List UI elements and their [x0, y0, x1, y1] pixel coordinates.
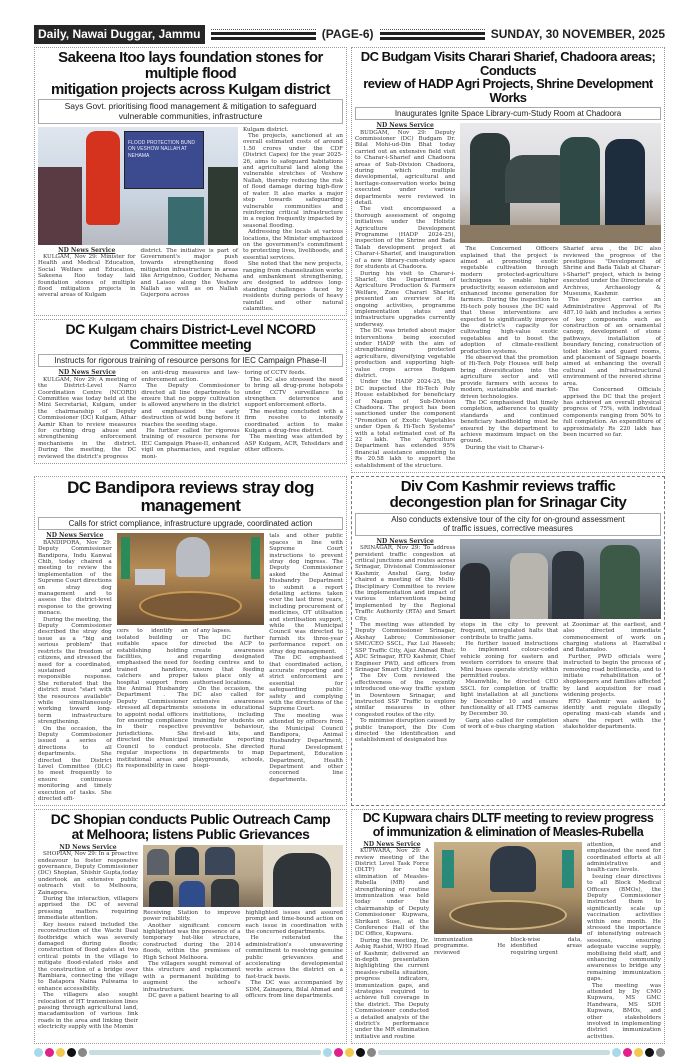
official: [552, 551, 584, 619]
paragraph: The DC emphasised that coordinated action, accurate reporting and strict enforcement are essential for safeguarding public safety and complying with the directions of the Supreme Court.: [269, 655, 343, 713]
photo-shopian-camp: [143, 845, 343, 907]
paragraph: He reiterated the administration's unwavering commitment to resolving genuine public grievances and accelerating developmental works across the district on a fast-track basis.: [245, 935, 343, 980]
subhead-line-2: of traffic issues, corrective measures: [443, 524, 573, 534]
headline-bandipora: DC Bandipora reviews stray dog management: [67, 478, 314, 515]
paragraph: Another significant concern highlighted was the presence of a temporary hut-like structure, constructed during the 2014 floods, within the premises of High School Melhoora.: [143, 922, 241, 961]
magenta-dot: [45, 1048, 54, 1057]
headline-line-1: DC Kupwara chairs DLTF meeting to review progress: [362, 811, 654, 826]
paragraph: The Concerned Officers explained that the project is aimed at promoting exotic vegetable cultivation through modern protected-agriculture techniques to enable higher productivity, season extension and enhanced income generation for farmers. During the inspection to Hi-tech poly houses ,the DC said that these interventions are expected to significantly improve the district's capacity for cultivating high-value exotic vegetables and to boost the adoption of climate-resilient production systems.: [460, 246, 559, 355]
gray-dot: [656, 1048, 665, 1057]
deputy-commissioner: [490, 846, 536, 892]
gray-dot: [78, 1048, 87, 1057]
row-middle: [34, 476, 665, 806]
paragraph: of any lapses.: [193, 628, 232, 635]
paragraph: KUPWARA, Nov 29: A review meeting of the District Level Task Force (DLTF) for the elimination of Measles-Rubella (MR) and strengthening of routine immunization was held today under the chairmanship of Deputy Commissioner Kupwara, Shrikant Suse, at the Conference Hall of the DC Office, Kupwara.: [355, 848, 429, 938]
paragraph: The DC emphasised that timely completion, adherence to quality standards and continued beneficiary handholding must be ensured by the department to achieve maximum impact on the ground.: [460, 399, 559, 445]
flag: [121, 537, 130, 579]
divcom-right: [460, 539, 661, 744]
photo-sakeena-plaque: [38, 127, 238, 245]
headline-shopian: [38, 812, 343, 841]
flag: [562, 850, 574, 888]
byline: ND News Service: [46, 532, 104, 540]
shopian-body: [38, 845, 343, 1031]
plaque-text: FLOOD PROTECTION BUND ON VESHOW NALLAH AT NEHAMA: [128, 139, 195, 159]
budgam-col-2: [460, 246, 558, 451]
article-ncord: [34, 319, 347, 464]
headline-divcom: [355, 479, 661, 511]
sakeena-left: [38, 127, 238, 313]
flag: [442, 850, 454, 888]
page-number: (PAGE-6): [321, 27, 374, 41]
paragraph: Kulgam district.: [243, 126, 289, 133]
budgam-lower-cols: [460, 246, 661, 451]
headline-kupwara: [355, 812, 661, 838]
headline-ncord: DC Kulgam chairs District-Level NCORD Committee meeting: [65, 321, 316, 353]
paragraph: The meeting was attended by ASP Kulgam, ACR, Tehsildars and other officers.: [244, 434, 343, 454]
conference-table: [139, 591, 242, 621]
paragraph: During the interaction, villagers apprised the DC of several pressing matters requiring immediate attention.: [38, 896, 138, 922]
divcom-col-2: [460, 622, 558, 731]
headline-sakeena: [38, 50, 343, 97]
bandipora-col-3: [193, 628, 264, 769]
photo-bandipora-meeting: [117, 533, 265, 625]
yellow-dot: [56, 1048, 65, 1057]
paragraph: at Zoonimar at the earliest, and also directed immediate commencement of work on charging stations at Hazratbal and Batamaloo.: [563, 621, 662, 654]
paragraph: The Concerned Officials apprised the DC that the project has achieved an overall physical progress of 75%, with individual components ranging from 50% to full completion. An expenditure of approximately Rs 220 lakh has been incurred so far.: [563, 387, 662, 438]
paragraph: The meeting was attended by Dy CMO Kupwara, MS GMC Handwara, MS SDH Kupwara, BMOs, and other stakeholders involved in implementing district immunization activities.: [587, 982, 661, 1040]
divcom-body: [355, 539, 661, 744]
article-shopian: [34, 809, 347, 1044]
black-dot: [67, 1048, 76, 1057]
paragraph: During the visit to Charar-i-: [465, 444, 545, 451]
kupwara-col-1: [355, 842, 429, 1041]
row-top: [34, 47, 665, 473]
paragraph: The villagers sought removal of this structure and replacement with a permanent building to augment the school's infrastructure.: [143, 961, 241, 993]
bandipora-col-2: [117, 628, 188, 769]
headline-budgam: [355, 50, 661, 105]
flag: [251, 537, 260, 579]
paragraph: The Deputy Commissioner directed all line departments to ensure that no poppy cultivation is allowed anywhere in the district and emphasized the early destruction of wild bung before it reaches the seeding stage.: [141, 383, 240, 428]
byline: ND News Service: [58, 246, 116, 254]
bandipora-center: [117, 533, 265, 802]
paragraph: On the occasion, the DC also called for extensive awareness sessions in educational institutions, including training for students on preventive behaviour, first-aid kits, and immediate reporting protocols. She directed departments to map playgrounds, schools, hospi-: [193, 686, 265, 769]
paragraph: Key issues raised included the reconstruction of the Wachi Daal footbridge which was severely damaged during floods; construction of flood gates at two critical points in the village to mitigate flood-related risks and the construction of a bridge over Rambiara, connecting the village to Batapora Naina Pulwama to enhance accessibility.: [38, 921, 138, 992]
officer: [560, 137, 600, 229]
headline-line-2: review of HADP Agri Projects, Shrine Development Works: [363, 76, 653, 105]
paragraph: The DC further directed the ACP to create awareness regarding designated feeding centres and to ensure that feeding takes place only at authorised locations.: [193, 634, 265, 686]
budgam-right: [460, 123, 661, 469]
villager: [149, 881, 173, 907]
subhead-sakeena: [38, 99, 343, 123]
subhead-line-1: Says Govt. prioritising flood management & mitigation to safeguard: [64, 101, 317, 112]
masthead: [34, 24, 665, 44]
paragraph: KULGAM, Nov 29: A meeting of the District-Level Narco Coordination Centre (NCORD) Committee was today held at the Mini Secretariat, Kulgam, under the chairmanship of Deputy Commissioner (DC) Kulgam, Athar Aamir Khan to review measures for curbing drug abuse and strengthening enforcement mechanisms in the district. During the meeting, the DC reviewed the district's progress: [38, 376, 137, 460]
paragraph: The meeting was attended by officers from the Municipal Council Bandipora, Animal Husbandry Department, Rural Development Department, Education Department, Health Department and other concerned line departments.: [269, 712, 343, 783]
villager: [179, 881, 205, 907]
paragraph: Addressing the locals at various locations, the Minister emphasized on the government's commitment to protecting lives, livelihoods, and essential services.: [243, 229, 343, 261]
paragraph: attention, and emphasized the need for coordinated efforts at all administrative and health-care levels.: [587, 841, 661, 874]
red-cloth: [86, 131, 120, 225]
registration-bar: [89, 1050, 321, 1055]
ncord-col-1: [38, 370, 136, 460]
left-stack-top: [34, 47, 347, 473]
kupwara-body: [355, 842, 661, 1041]
sakeena-col-3: [243, 127, 343, 313]
photo-frame: [168, 197, 204, 245]
photo-budgam-polyhouse: [460, 123, 661, 243]
paragraph: The visit encompassed a thorough assessment of ongoing initiatives under the Holistic Agriculture Development Programme (HADP 2024-25), inspection of the Shrine and Bada Talab development project at Charar-i-Sharief, and inauguration of a new library-cum-study space for students at Chadoora.: [355, 206, 456, 271]
article-sakeena: [34, 47, 347, 316]
subhead-budgam: Inaugurates Ignite Space Library-cum-Study Room at Chadoora: [355, 107, 661, 121]
person-left: [38, 167, 82, 245]
paragraph: SHOPIAN, Nov 29: In a proactive endeavour to foster responsive governance, Deputy Commissioner (DC) Shopian, Shishir Gupta,today undertook an extensive public outreach visit to Melhoora, Zainapora.: [38, 851, 138, 896]
kupwara-col-3: [511, 937, 583, 956]
laptop: [135, 569, 165, 585]
ncord-col-2: [141, 370, 239, 460]
article-budgam: [351, 47, 665, 473]
divcom-lower-cols: [460, 622, 661, 731]
byline: ND News Service: [59, 843, 117, 851]
headline-line-1: DC Shopian conducts Public Outreach Camp: [50, 811, 331, 828]
budgam-col-1: [355, 123, 455, 469]
bandipora-body: [38, 533, 343, 802]
paragraph: KULGAM, Nov 29: Minister for Health and Medical Education, Social Welfare and Education, Sakeena Itoo today laid foundation stones of multiple flood mitigation projects in several areas of Kulgam: [38, 254, 136, 299]
paragraph: BUDGAM, Nov 29: Deputy Commissioner (DC) Budgam Dr. Bilal Mohi-ud-Din Bhat today carried out an extensive field visit to Charar-i-Sharief and Chadoora areas of Sub-Division Chadoora, during which multiple developmental, agricultural and heritage-conservation works being executed under various departments were reviewed in detail.: [355, 129, 456, 207]
byline: ND News Service: [376, 537, 434, 545]
paragraph: The villagers also sought relocation of HT transmission lines passing through agricultural land, macadamisation of various link roads in the area and linking their electricity supply with the Momin: [38, 992, 138, 1031]
black-dot: [356, 1048, 365, 1057]
registration-marks: [34, 1048, 665, 1057]
row-bottom: [34, 809, 665, 1044]
paragraph: stops in the city to prevent frequent, unregulated halts that contribute to traffic jams.: [460, 621, 559, 641]
paragraph: The DC was briefed about major interventions being executed under HADP with the aim of strengthening protected agriculture, diversifying vegetable production and supporting high-value crops across Budgam district.: [355, 328, 456, 379]
kupwara-col-2: [434, 937, 506, 956]
divcom-official: [510, 553, 548, 619]
shopian-col-3: [246, 910, 344, 1000]
paragraph: Under the HADP 2024-25, the DC inspected the Hi-Tech Poly House established for beneficiary of Nagam of Sub-Division Chadoora. The project has been sanctioned under the component "Promotion of Exotic Vegetables under Open & Hi-Tech Systems" with a total estimated cost of Rs 22 lakh. The Agriculture Department has extended 95% financial assistance amounting to Rs 20.58 lakh to support the establishment of the structure.: [355, 379, 456, 469]
person-right: [208, 167, 238, 245]
paragraph: The meeting concluded with a firm resolve to intensify coordinated action to make Kulgam a drug-free district.: [244, 408, 343, 435]
headline-line-1: Div Com Kashmir reviews traffic: [400, 478, 616, 496]
paragraph: Meanwhile, he directed CEO SSCL for completion of traffic light installation at all junctions by December 10 and ensure functionality of all ITMS cameras by December 30.: [460, 679, 559, 718]
sakeena-col-2: [141, 248, 239, 299]
shopian-right: [143, 845, 343, 1031]
paragraph: The Div Com reviewed the effectiveness of the recently introduced one-way traffic system in Downtown Srinagar, and instructed SSP Traffic to explore similar measures in other congested routes of the city.: [355, 673, 456, 718]
cyan-dot: [612, 1048, 621, 1057]
article-bandipora: [34, 476, 347, 806]
divcom-col-3: [563, 622, 661, 731]
paragraph: The projects, sanctioned at an overall estimated costs of around 1.50 crores under the CDF (District Capex) for the year 2025-26, aims to safeguard habitations and agricultural land along the vulnerable stretches of Veshow Nallah, thereby reducing the risk of flood damage during high-flow of water. It also marks a major step towards safeguarding vulnerable communities and reinforcing critical infrastructure in a region frequently impacted by seasonal flooding.: [243, 133, 343, 229]
officer: [605, 139, 645, 229]
paragraph: She noted that the new projects, ranging from channelization works and embankment strengthening, are designed to address long-standing challenges faced by residents during periods of heavy rainfall and other natural calamities.: [243, 261, 343, 312]
yellow-dot: [634, 1048, 643, 1057]
soil-bed: [460, 225, 661, 243]
paragraph: BANDIPORA, Nov 29: Deputy Commissioner Bandipora, Indu Kanwal Chib, today chaired a meeting to review the implementation of the Supreme Court directions on stray dog management and to assess the district-level response to the growing menace.: [38, 539, 112, 617]
paragraph: DC gave a patient hearing to all: [148, 993, 239, 1000]
paragraph: Sharief area , the DC also reviewed the progress of the prestigious "Development of Shrine and Bada Talab at Charar-i-Sharief" project, which is being executed under the Directorate of Archives, Archaeology & Museums, Kashmir.: [563, 246, 662, 297]
sakeena-col-1: [38, 248, 136, 299]
paragraph: The DC also stressed the need to bring all drug-prone hotspots under CCTV surveillance to strengthen deterrence and support enforcement efforts.: [244, 376, 343, 409]
article-divcom: [351, 476, 665, 806]
shopian-col-1: [38, 845, 138, 1031]
paragraph: Issuing clear directives to all Block Medical Officers (BMOs), the Deputy Commissioner instructed them to significantly scale up vaccination activities within one month. He stressed the importance of intensifying outreach sessions, ensuring adequate vaccine supply, mobilising field staff, and enhancing community awareness to bridge any remaining immunization gaps.: [587, 873, 661, 983]
issue-date: SUNDAY, 30 NOVEMBER, 2025: [490, 27, 666, 41]
paragraph: immunization programme. He reviewed: [434, 936, 506, 956]
sakeena-lower-cols: [38, 248, 238, 299]
headline-line-2: mitigation projects across Kulgam district: [50, 80, 331, 98]
headline-line-2: of immunization & elimination of Measles-Rubella: [372, 824, 644, 839]
paragraph: RTO Kashmir was asked to identify and regulate illegally operating maxi-cab stands and share the report with the stakeholder departments.: [563, 698, 662, 731]
subhead-line-2: vulnerable communities, infrastructure: [118, 111, 263, 122]
official: [175, 847, 199, 875]
plaque: [124, 131, 204, 189]
paragraph: Garg also called for completion of work of e-bus charging station: [460, 717, 559, 731]
paragraph: The project carries an Administrative Approval of Rs 487.10 lakh and includes a series of key components such as construction of an ornamental canopy, development of stone pathways, installation of boundary fencing, construction of toilet blocks and guard rooms, and placement of Signage boards aimed at enhancing the overall cultural and infrastructural environment of the revered shrine area.: [563, 297, 662, 387]
paragraph: On the occasion, the Deputy Commissioner issued a series of directions to all departments. She directed the District Level Committee (DLC) to meet frequently to ensure continuous monitoring and timely execution of tasks. She directed offi-: [38, 725, 112, 803]
byline: ND News Service: [58, 369, 116, 377]
paragraph: He observed that the promotion of Hi-Tech Poly Houses will help bring diversification into the agriculture sector and will provide farmers with access to modern, sustainable and market-driven technologies.: [460, 355, 559, 400]
paragraph: tals and other public spaces in line with Supreme Court instructions to prevent stray dog ingress. The Deputy Commissioner asked the Animal Husbandry Department to submit a report detailing actions taken over the last three years, including procurement of medicines, OT utilisation and sterilisation support, while the Municipal Council was directed to furnish its three-year performance report on stray dog management.: [269, 533, 343, 655]
paper-name: Daily, Nawai Duggar, Jammu: [34, 25, 205, 44]
article-kupwara: [351, 809, 665, 1044]
ncord-col-3: [245, 370, 343, 460]
kupwara-center: [434, 842, 582, 1041]
paragraph: Further, PWD officials were instructed to begin the process of removing road bottlenecks, and to initiate rehabilitation of shopkeepers and families affected by land acquisition for road widening projects.: [563, 653, 662, 699]
photo-divcom-tour: [460, 539, 661, 619]
official: [176, 537, 210, 577]
paragraph: During his visit to Charar-i-Sharief, the Department of Agriculture Production & Farmers Welfare, Zone Charari Sharief, presented an overview of its ongoing activities, programme implementation status and infrastructure upgrades currently underway.: [355, 270, 456, 328]
official: [205, 847, 235, 875]
paragraph: district. The initiative is part of Government's major push towards strengthening flood mitigation infrastructure in areas like Arrigutnoo, Gudder, Nehama and Laisoo along the Veshow Nallah as well as on Nallah Gujerpora across: [140, 247, 238, 299]
sakeena-body: [38, 127, 343, 313]
magenta-dot: [334, 1048, 343, 1057]
headline-line-2: at Melhoora; listens Public Grievances: [71, 826, 310, 843]
dc-speaking: [273, 853, 331, 907]
photo-kupwara-meeting: [434, 842, 582, 934]
ncord-cols: [38, 370, 343, 460]
bandipora-col-1: [38, 533, 112, 802]
byline: ND News Service: [363, 840, 421, 848]
paragraph: To minimise disruption caused by public transport, the Div Com directed the identification and establishment of designated bus: [355, 718, 456, 744]
masthead-rule-right: [380, 27, 485, 41]
paragraph: toring of CCTV feeds.: [244, 370, 306, 377]
subhead-ncord: Instructs for rigorous training of resource persons for IEC Campaign Phase-II: [38, 354, 343, 368]
headline-line-1: DC Budgam Visits Charari Sharief, Chadoora areas; Conducts: [360, 49, 656, 78]
byline: ND News Service: [376, 122, 434, 130]
shopian-lower-cols: [143, 910, 343, 1000]
police-officer: [600, 545, 640, 619]
cyan-dot: [323, 1048, 332, 1057]
cyan-dot: [34, 1048, 43, 1057]
villager: [211, 879, 239, 907]
paragraph: block-wise data, identified areas requiring urgent: [510, 936, 582, 956]
yellow-dot: [345, 1048, 354, 1057]
official: [460, 563, 490, 619]
subhead-bandipora: Calls for strict compliance, infrastructure upgrade, coordinated action: [38, 517, 343, 531]
headline-line-1: Sakeena Itoo lays foundation stones for multiple flood: [58, 49, 323, 82]
budgam-body: [355, 123, 661, 469]
bandipora-lower-cols: [117, 628, 265, 769]
paragraph: SRINAGAR, Nov 29: To address persistent traffic congestion at critical junctions and routes across Srinagar, Divisional Commissioner Kashmir, Anshul Garg, today chaired a meeting of the Multi-Disciplinary Committee to review the implementation and impact of various interventions being implemented by the Regional Traffic Authority (RTA) and Smart City.: [355, 545, 456, 622]
bandipora-col-4: [269, 533, 343, 802]
shopian-col-2: [143, 910, 241, 1000]
subhead-line-1: Also conducts extensive tour of the city for on-ground assessment: [391, 514, 625, 524]
gray-dot: [367, 1048, 376, 1057]
magenta-dot: [623, 1048, 632, 1057]
paragraph: on anti-drug measures and law-enforcement action.: [141, 370, 240, 383]
budgam-col-3: [563, 246, 661, 451]
divcom-col-1: [355, 539, 455, 744]
conference-table: [449, 900, 567, 930]
paragraph: Receiving Station to improve power reliability.: [143, 909, 241, 923]
paragraph: highlighted issues and assured prompt and time-bound action on each issue in coordination with the concerned departments.: [245, 909, 343, 936]
headline-line-2: decongestion plan for Srinagar City: [389, 493, 627, 511]
paragraph: During the meeting, Dr. Ashiq Rashid, WHO Head of Kashmir, delivered an in-depth presentation highlighting the current measles-rubella situation, progress indicators, immunization gaps, and strategies required to achieve full coverage in the district. The Deputy Commissioner conducted a detailed analysis of the district's performance under the MR elimination initiative and routine: [355, 937, 429, 1040]
paragraph: He further issued instructions to implement colour-coded vehicle zoning for eastern and western corridors to ensure that Mini buses operate strictly within permitted routes.: [460, 641, 559, 680]
paragraph: cers to identify an isolated building or suitable space for establishing holding facilities, and emphasised the need for trained handlers, catchers and proper hospital support from the Animal Husbandry Department . The Deputy Commissioner stressed all departments to appoint nodal officers for ensuring compliance in their respective jurisdictions. She directed the Municipal Council to conduct regular inspections in institutional areas and fix responsibility in case: [116, 628, 188, 769]
registration-bar: [378, 1050, 610, 1055]
subhead-divcom: [355, 513, 661, 536]
paragraph: The meeting was attended by Deputy Commissioner Srinagar, Akshay Labroo; Commissioner SMC/CEO SSCL, Faz Lul Haseeb; SSP Traffic City, Ajaz Ahmad Bhat; ADC Srinagar, RTO Kashmir, Chief Engineer PWD, and officers from Srinagar Smart City Limited.: [355, 622, 456, 673]
paragraph: During the meeting, the Deputy Commissioner described the stray dog issue as a "big and serious problem" that restricts the freedom of citizens, and stressed the need for a coordinated, sustained and responsible response. She reiterated that the district must "start with the resources available" while simultaneously working toward long-term infrastructure strengthening.: [38, 616, 112, 726]
official: [147, 849, 169, 875]
officer: [470, 133, 510, 228]
black-dot: [645, 1048, 654, 1057]
paragraph: He further called for rigorous training of resource persons for IEC Campaign Phase-II, enhanced vigil on pharmacies, and regular moni-: [141, 428, 240, 460]
paragraph: The DC was accompanied by SDM, Zainapora, Bilal Ahmad and officers from line departments.: [245, 980, 343, 1000]
kupwara-col-4: [587, 842, 661, 1041]
masthead-rule-left: [211, 27, 316, 41]
kupwara-lower-cols: [434, 937, 582, 956]
